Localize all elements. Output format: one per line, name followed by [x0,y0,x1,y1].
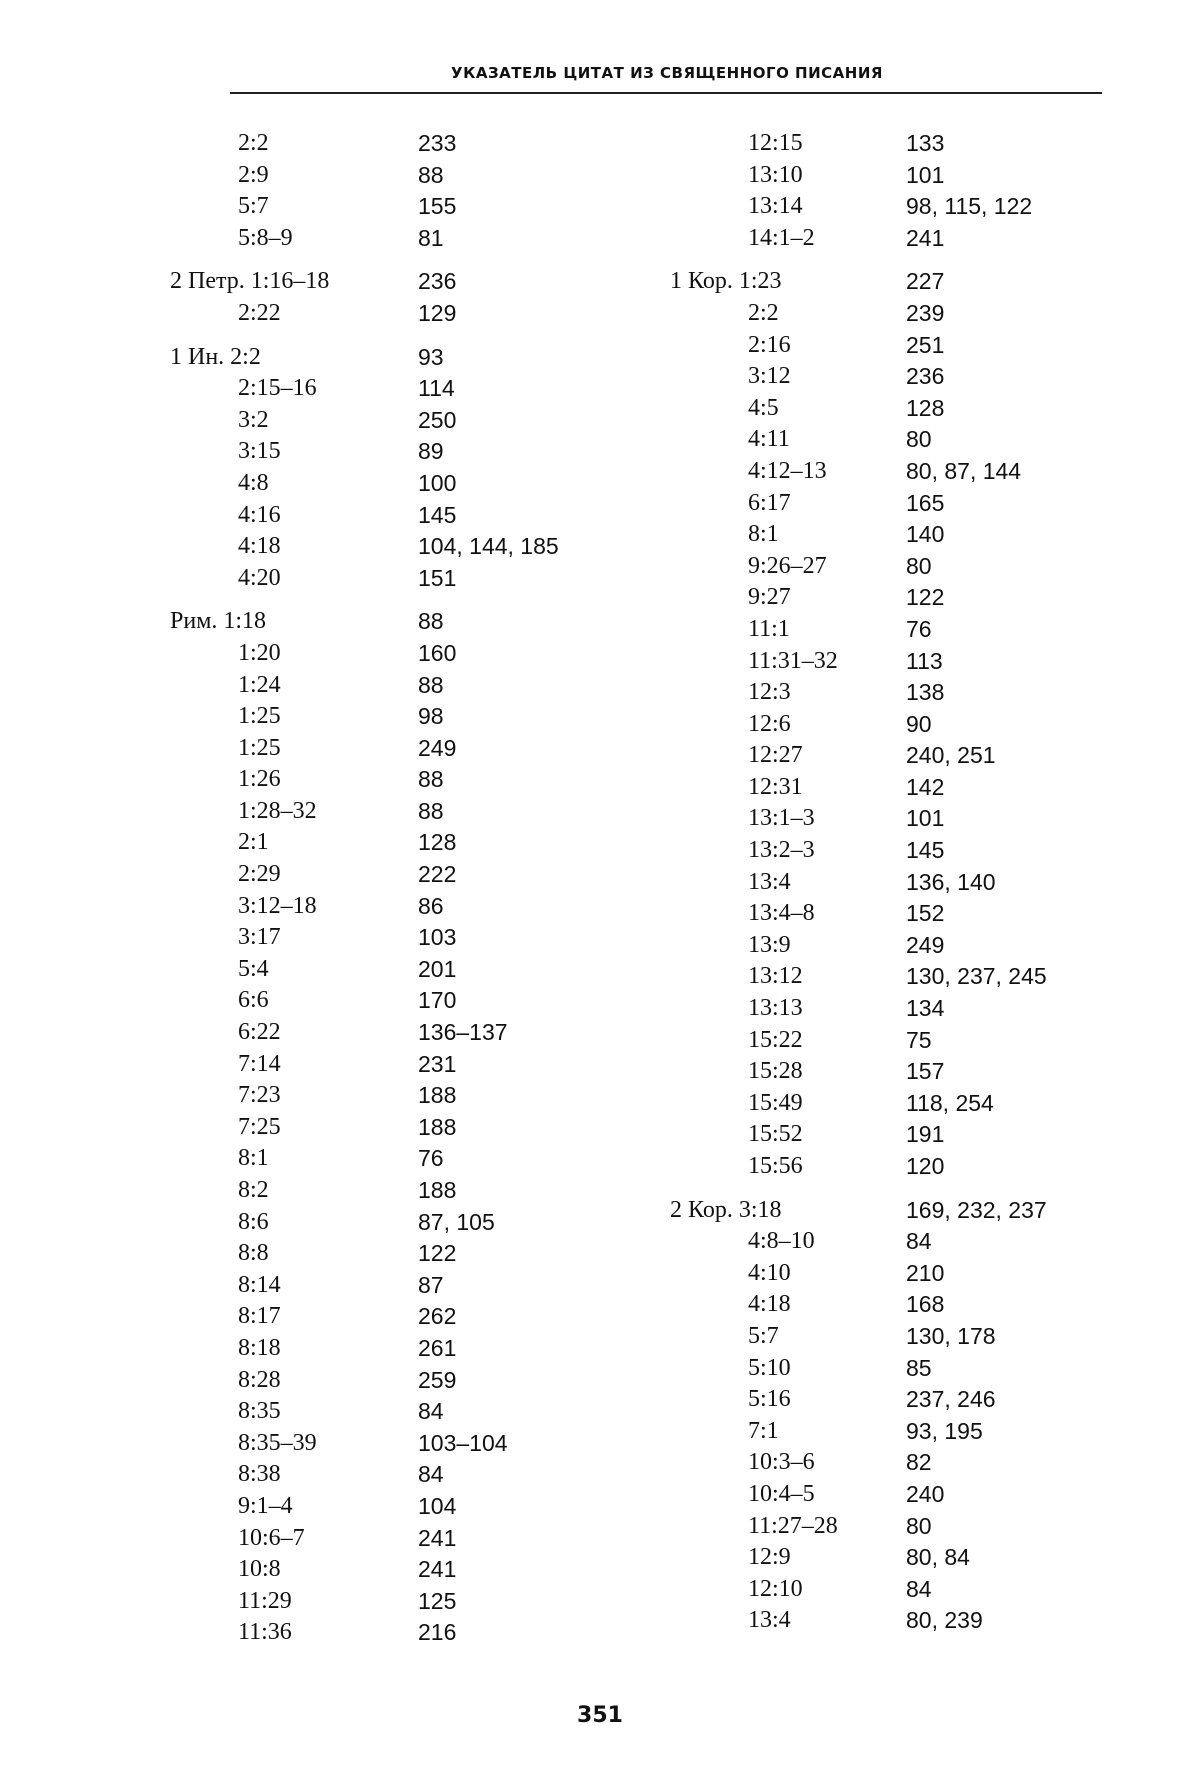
verse-reference: 3:12 [748,363,791,390]
page-references: 104, 144, 185 [418,533,559,560]
index-group [170,266,610,329]
index-entry [660,1447,1100,1479]
page-references: 222 [418,861,457,888]
index-entry [660,772,1100,804]
verse-reference: 8:38 [238,1461,281,1488]
index-entry [170,298,610,330]
page-references: 98, 115, 122 [906,193,1033,220]
page-references: 157 [906,1058,945,1085]
page-references: 133 [906,130,945,156]
index-entry [660,582,1100,614]
index-entry [660,1151,1100,1183]
index-entry [660,1119,1100,1151]
index-entry [660,740,1100,772]
verse-reference: 8:2 [238,1177,269,1203]
index-group [170,342,610,595]
verse-reference: 13:9 [748,931,791,958]
page-references: 100 [418,469,457,496]
verse-reference: 5:7 [748,1322,779,1349]
index-entry [170,1049,610,1081]
verse-reference: 13:13 [748,995,803,1022]
index-entry [170,1459,610,1491]
index-entry [660,1025,1100,1057]
index-entry [660,867,1100,899]
verse-reference: 12:31 [748,773,803,800]
verse-reference: 10:6–7 [238,1524,305,1551]
verse-reference: 8:1 [238,1145,269,1172]
page-references: 165 [906,489,945,516]
page-references: 89 [418,438,444,465]
verse-reference: 8:17 [238,1303,281,1330]
page-references: 87 [418,1271,444,1298]
page-references: 129 [418,299,457,326]
verse-reference: 12:15 [748,130,803,156]
verse-reference: 15:56 [748,1153,803,1179]
index-entry [660,709,1100,741]
page-references: 249 [418,734,457,761]
page-references: 168 [906,1291,945,1318]
page-references: 88 [418,766,444,793]
index-entry [660,1542,1100,1574]
index-entry [660,456,1100,488]
verse-reference: 6:6 [238,987,269,1014]
verse-reference: 10:4–5 [748,1480,815,1507]
page-references: 84 [906,1575,932,1602]
page-references: 80, 84 [906,1544,970,1571]
verse-reference: 10:3–6 [748,1449,815,1476]
index-entry [170,764,610,796]
page-references: 93, 195 [906,1417,983,1444]
index-entry [660,1226,1100,1258]
page-references: 155 [418,193,457,220]
verse-reference: 13:12 [748,963,803,990]
verse-reference: 15:49 [748,1089,803,1116]
index-group [170,606,610,1649]
index-entry [660,646,1100,678]
verse-reference: 13:14 [748,193,803,220]
page-references: 103 [418,924,457,951]
index-entry [170,859,610,891]
verse-reference: 12:9 [748,1544,791,1571]
verse-reference: 13:1–3 [748,805,815,832]
index-entry [170,1080,610,1112]
verse-reference: 15:52 [748,1121,803,1148]
page-references: 152 [906,900,945,927]
book-reference: Рим. 1:18 [170,608,267,635]
verse-reference: 11:36 [238,1619,292,1646]
verse-reference: 13:4–8 [748,900,815,927]
book-reference: 2 Петр. 1:16–18 [170,268,330,295]
page-references: 98 [418,703,444,730]
verse-reference: 4:10 [748,1259,791,1286]
index-entry [660,1353,1100,1385]
index-entry [170,1143,610,1175]
page-references: 227 [906,268,945,295]
verse-reference: 9:1–4 [238,1492,293,1519]
index-entry [170,1333,610,1365]
page-references: 76 [906,615,932,642]
page-references: 191 [906,1121,945,1148]
page-references: 216 [418,1619,457,1646]
verse-reference: 5:7 [238,193,269,220]
index-entry [170,1396,610,1428]
page-references: 114 [418,375,455,402]
verse-reference: 8:18 [238,1334,281,1361]
index-entry [660,930,1100,962]
verse-reference: 2:2 [748,299,779,326]
verse-reference: 4:8–10 [748,1228,815,1255]
verse-reference: 3:15 [238,438,281,465]
page-references: 84 [418,1461,444,1488]
page-references: 210 [906,1259,945,1286]
page-references: 201 [418,955,457,982]
page-references: 142 [906,773,945,800]
page-references: 151 [418,564,457,591]
verse-reference: 2:15–16 [238,375,317,402]
page-references: 233 [418,130,457,156]
page-references: 84 [906,1228,932,1255]
page-references: 188 [418,1082,457,1109]
page-references: 241 [418,1524,457,1551]
verse-reference: 6:22 [238,1019,281,1046]
verse-reference: 13:2–3 [748,837,815,864]
page-references: 188 [418,1113,457,1140]
page-references: 130, 178 [906,1322,996,1349]
page-references: 128 [418,829,457,856]
index-entry [660,266,1100,298]
verse-reference: 8:14 [238,1271,281,1298]
verse-reference: 1:25 [238,703,281,730]
page-references: 88 [418,671,444,698]
verse-reference: 2:9 [238,161,269,188]
verse-reference: 10:8 [238,1556,281,1583]
page-number: 351 [577,1703,623,1728]
index-group [170,128,610,254]
page-references: 241 [906,224,945,251]
index-entry [660,835,1100,867]
index-entry [170,796,610,828]
verse-reference: 2:1 [238,829,269,856]
verse-reference: 4:20 [238,564,281,591]
index-entry [660,1479,1100,1511]
index-entry [170,191,610,223]
page-references: 237, 246 [906,1386,996,1413]
page-references: 250 [418,406,457,433]
book-reference: 1 Ин. 2:2 [170,343,261,370]
verse-reference: 3:17 [238,924,281,951]
index-group [660,128,1100,254]
page-references: 80 [906,1512,932,1539]
index-entry [170,128,610,160]
index-entry [170,827,610,859]
index-group [660,1195,1100,1637]
index-entry [660,298,1100,330]
index-entry [660,393,1100,425]
page-references: 88 [418,161,444,188]
index-entry [660,614,1100,646]
verse-reference: 8:35–39 [238,1429,317,1456]
verse-reference: 8:8 [238,1240,269,1267]
verse-reference: 1:24 [238,671,281,698]
verse-reference: 12:27 [748,742,803,769]
index-entry [660,223,1100,255]
page-references: 138 [906,679,945,706]
page-references: 93 [418,343,444,370]
index-entry [660,803,1100,835]
index-entry [170,223,610,255]
index-entry [170,1491,610,1523]
verse-reference: 5:8–9 [238,224,293,251]
page-references: 88 [418,797,444,824]
page-references: 136, 140 [906,868,996,895]
index-entry [660,961,1100,993]
index-entry [170,733,610,765]
index-entry [170,1617,610,1649]
index-entry [170,373,610,405]
index-entry [660,1195,1100,1227]
verse-reference: 13:4 [748,868,791,895]
verse-reference: 5:16 [748,1386,791,1413]
page-references: 241 [418,1556,457,1583]
verse-reference: 4:11 [748,426,790,453]
index-entry [660,128,1100,160]
verse-reference: 12:6 [748,710,791,737]
verse-reference: 7:23 [238,1082,281,1109]
index-entry [660,1289,1100,1321]
verse-reference: 7:14 [238,1050,281,1077]
index-entry [660,519,1100,551]
index-entry [170,405,610,437]
page-references: 80 [906,426,932,453]
verse-reference: 4:16 [238,501,281,528]
verse-reference: 2:29 [238,861,281,888]
index-entry [170,606,610,638]
index-entry [170,531,610,563]
page-references: 118, 254 [906,1089,994,1116]
verse-reference: 8:35 [238,1398,281,1425]
verse-reference: 4:18 [238,533,281,560]
index-entry [170,1238,610,1270]
verse-reference: 8:1 [748,521,779,548]
verse-reference: 3:2 [238,406,269,433]
verse-reference: 3:12–18 [238,892,317,919]
index-entry [170,954,610,986]
verse-reference: 4:5 [748,394,779,421]
index-entry [660,1384,1100,1416]
verse-reference: 13:10 [748,161,803,188]
page-references: 120 [906,1153,945,1179]
index-entry [660,993,1100,1025]
verse-reference: 5:4 [238,955,269,982]
page-references: 87, 105 [418,1208,495,1235]
index-entry [170,1112,610,1144]
verse-reference: 4:8 [238,469,269,496]
verse-reference: 12:10 [748,1575,803,1602]
index-column-right [660,128,1100,1637]
verse-reference: 15:22 [748,1026,803,1053]
page-references: 240 [906,1480,945,1507]
page-references: 122 [906,584,945,611]
index-entry [170,922,610,954]
page-references: 140 [906,521,945,548]
verse-reference: 1:26 [238,766,281,793]
index-entry [170,1301,610,1333]
verse-reference: 5:10 [748,1354,791,1381]
page-references: 231 [418,1050,457,1077]
index-entry [170,1207,610,1239]
index-entry [170,468,610,500]
page-references: 80, 87, 144 [906,457,1022,484]
page-references: 251 [906,331,945,358]
index-entry [170,1175,610,1207]
index-entry [170,1586,610,1618]
index-entry [660,1574,1100,1606]
verse-reference: 2:22 [238,299,281,326]
index-entry [170,436,610,468]
page-references: 236 [418,268,457,295]
verse-reference: 8:28 [238,1366,281,1393]
verse-reference: 4:12–13 [748,457,827,484]
page-references: 170 [418,987,457,1014]
page-references: 145 [418,501,457,528]
index-entry [660,191,1100,223]
index-entry [660,1258,1100,1290]
page-references: 136–137 [418,1019,508,1046]
page-references: 134 [906,995,945,1022]
verse-reference: 12:3 [748,679,791,706]
index-entry [170,563,610,595]
page-references: 85 [906,1354,932,1381]
index-entry [660,330,1100,362]
page-references: 75 [906,1026,932,1053]
page-references: 103–104 [418,1429,508,1456]
index-entry [660,1416,1100,1448]
index-entry [170,1270,610,1302]
page-references: 240, 251 [906,742,996,769]
verse-reference: 13:4 [748,1607,791,1634]
page-references: 82 [906,1449,932,1476]
verse-reference: 4:18 [748,1291,791,1318]
book-reference: 2 Кор. 3:18 [670,1196,782,1223]
page-references: 169, 232, 237 [906,1196,1047,1223]
book-reference: 1 Кор. 1:23 [670,268,782,295]
verse-reference: 14:1–2 [748,224,815,251]
index-entry [170,891,610,923]
index-entry [660,1056,1100,1088]
verse-reference: 6:17 [748,489,791,516]
page-references: 88 [418,608,444,635]
page-references: 261 [418,1334,457,1361]
page-references: 104 [418,1492,457,1519]
index-entry [660,677,1100,709]
page-references: 122 [418,1240,457,1267]
index-entry [170,266,610,298]
page-references: 236 [906,363,945,390]
index-entry [660,1088,1100,1120]
page-references: 128 [906,394,945,421]
index-entry [170,500,610,532]
index-entry [660,361,1100,393]
page-references: 188 [418,1177,457,1203]
page-references: 81 [418,224,444,251]
index-entry [660,488,1100,520]
page-references: 90 [906,710,932,737]
page-references: 84 [418,1398,444,1425]
index-entry [170,1554,610,1586]
page-references: 239 [906,299,945,326]
index-entry [660,551,1100,583]
running-head: УКАЗАТЕЛЬ ЦИТАТ ИЗ СВЯЩЕННОГО ПИСАНИЯ [451,64,883,82]
header-rule [230,92,1102,94]
verse-reference: 11:31–32 [748,647,838,674]
index-entry [170,1365,610,1397]
index-entry [170,638,610,670]
index-entry [170,985,610,1017]
page-references: 101 [906,161,945,188]
verse-reference: 15:28 [748,1058,803,1085]
index-entry [170,342,610,374]
verse-reference: 2:2 [238,130,269,156]
index-entry [660,160,1100,192]
page-references: 76 [418,1145,444,1172]
verse-reference: 7:25 [238,1113,281,1140]
index-entry [170,1017,610,1049]
verse-reference: 2:16 [748,331,791,358]
page-references: 160 [418,639,457,666]
verse-reference: 11:1 [748,615,790,642]
index-entry [170,701,610,733]
page-references: 249 [906,931,945,958]
index-entry [660,1511,1100,1543]
page-references: 80, 239 [906,1607,983,1634]
page-references: 86 [418,892,444,919]
verse-reference: 8:6 [238,1208,269,1235]
verse-reference: 1:28–32 [238,797,317,824]
page-references: 101 [906,805,945,832]
verse-reference: 11:29 [238,1587,292,1614]
verse-reference: 1:20 [238,639,281,666]
page-references: 113 [906,647,943,674]
index-entry [170,1523,610,1555]
page-references: 262 [418,1303,457,1330]
index-entry [170,160,610,192]
verse-reference: 9:27 [748,584,791,611]
verse-reference: 7:1 [748,1417,779,1444]
index-entry [660,1605,1100,1637]
page-references: 80 [906,552,932,579]
index-group [660,266,1100,1182]
page-references: 130, 237, 245 [906,963,1047,990]
index-entry [170,670,610,702]
index-column-left [170,128,610,1649]
index-entry [660,898,1100,930]
verse-reference: 1:25 [238,734,281,761]
page-references: 125 [418,1587,457,1614]
index-entry [170,1428,610,1460]
page-references: 259 [418,1366,457,1393]
page-references: 145 [906,837,945,864]
verse-reference: 9:26–27 [748,552,827,579]
verse-reference: 11:27–28 [748,1512,838,1539]
index-entry [660,1321,1100,1353]
index-entry [660,424,1100,456]
